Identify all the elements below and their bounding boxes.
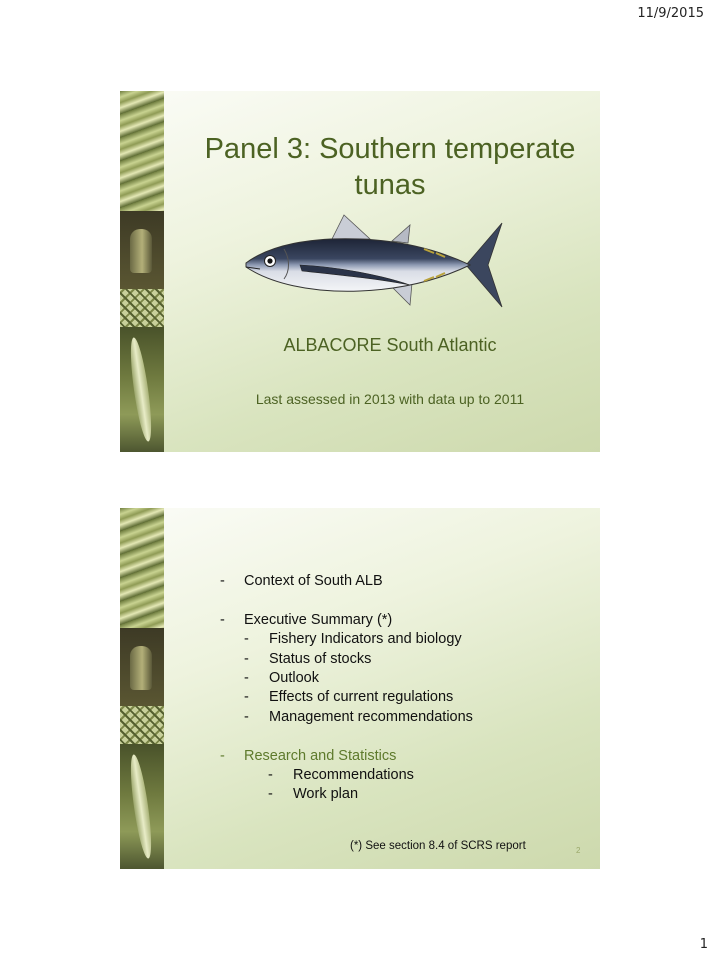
agenda-item-text: Outlook (269, 669, 319, 686)
slide-title-line-1: Panel 3: Southern temperate (204, 133, 576, 165)
fish-photo-icon (120, 91, 164, 211)
agenda-item-text: Work plan (293, 786, 359, 803)
agenda-item-text: Executive Summary (*) (244, 611, 393, 628)
slide-1 (120, 91, 600, 452)
bell-photo-icon (120, 211, 164, 289)
agenda-item-text: Effects of current regulations (269, 689, 454, 706)
tuna-photo-icon (120, 327, 164, 452)
slide-title (180, 131, 600, 203)
fish-photo-icon (120, 508, 164, 628)
agenda-dash: - (220, 747, 225, 764)
agenda-dash: - (244, 689, 249, 706)
agenda-dash: - (244, 669, 249, 686)
bell-photo-icon (120, 628, 164, 706)
agenda-dash: - (244, 708, 249, 725)
page-number: 1 (699, 937, 708, 952)
assessment-note: Last assessed in 2013 with data up to 2011 (255, 391, 525, 407)
agenda-dash: - (220, 573, 225, 589)
footnote: (*) See section 8.4 of SCRS report (350, 840, 526, 852)
agenda-dash: - (244, 650, 249, 667)
slide-subtitle: ALBACORE South Atlantic (283, 335, 497, 355)
agenda-item-text: Management recommendations (269, 708, 473, 725)
net-photo-icon (120, 706, 164, 744)
agenda-dash: - (220, 611, 225, 628)
agenda-dash: - (268, 786, 273, 803)
agenda-item-text: Context of South ALB (244, 573, 383, 589)
agenda-item-text: Recommendations (293, 766, 414, 783)
agenda-item-text: Status of stocks (269, 650, 372, 667)
tuna-photo-icon (120, 744, 164, 869)
page-date: 11/9/2015 (637, 6, 704, 21)
net-photo-icon (120, 289, 164, 327)
slide-2 (120, 508, 600, 869)
albacore-tuna-icon (240, 209, 510, 321)
slide-title-line-2: tunas (354, 169, 426, 201)
slide-number: 2 (576, 846, 581, 855)
decorative-photo-strip (120, 508, 164, 869)
decorative-photo-strip (120, 91, 164, 452)
agenda-item-text: Fishery Indicators and biology (269, 631, 462, 648)
agenda-item-text: Research and Statistics (244, 747, 397, 764)
agenda-dash: - (268, 766, 273, 783)
agenda-dash: - (244, 631, 249, 648)
